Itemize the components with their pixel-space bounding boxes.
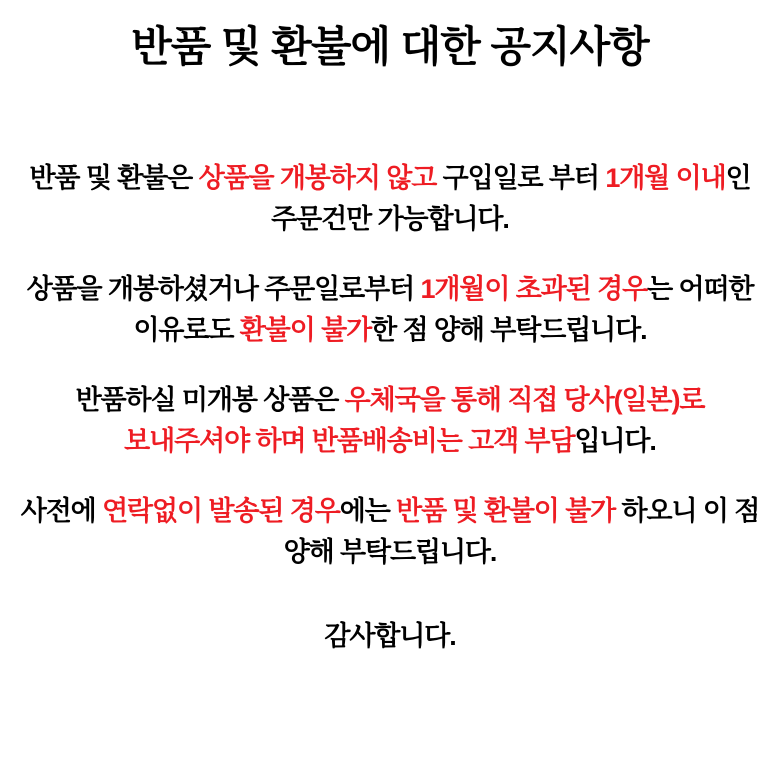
plain-text: 는 어떠한 이유로도 — [133, 274, 754, 345]
notice-paragraph-closing — [16, 616, 764, 657]
page-title: 반품 및 환불에 대한 공지사항 — [131, 23, 649, 70]
plain-text: 입니다. — [574, 425, 656, 456]
plain-text: 상품을 개봉하셨거나 주문일로부터 — [26, 274, 421, 305]
highlighted-text: 환불이 불가 — [239, 314, 372, 345]
highlighted-text: 1개월 이내 — [605, 163, 726, 194]
notice-body — [0, 158, 780, 657]
plain-text: 인 주문건만 가능합니다. — [271, 163, 751, 234]
highlighted-text: 반품 및 환불이 불가 — [396, 496, 616, 527]
plain-text: 한 점 양해 부탁드립니다. — [371, 314, 647, 345]
plain-text: 에는 — [339, 496, 397, 527]
highlighted-text: 연락없이 발송된 경우 — [102, 496, 340, 527]
notice-paragraph-4 — [16, 491, 764, 572]
plain-text: 사전에 — [20, 496, 103, 527]
plain-text: 구입일로 부터 — [436, 163, 606, 194]
plain-text: 감사합니다. — [324, 621, 456, 652]
notice-paragraph-3 — [16, 380, 764, 461]
notice-paragraph-2 — [16, 269, 764, 350]
highlighted-text: 상품을 개봉하지 않고 — [198, 163, 437, 194]
plain-text: 반품하실 미개봉 상품은 — [75, 385, 345, 416]
plain-text: 하오니 이 점 양해 부탁드립니다. — [283, 496, 760, 567]
notice-paragraph-1 — [16, 158, 764, 239]
highlighted-text: 우체국을 통해 직접 당사(일본)로 보내주셔야 하며 반품배송비는 고객 부담 — [124, 385, 705, 456]
highlighted-text: 1개월이 초과된 경우 — [420, 274, 648, 305]
plain-text: 반품 및 환불은 — [29, 163, 199, 194]
